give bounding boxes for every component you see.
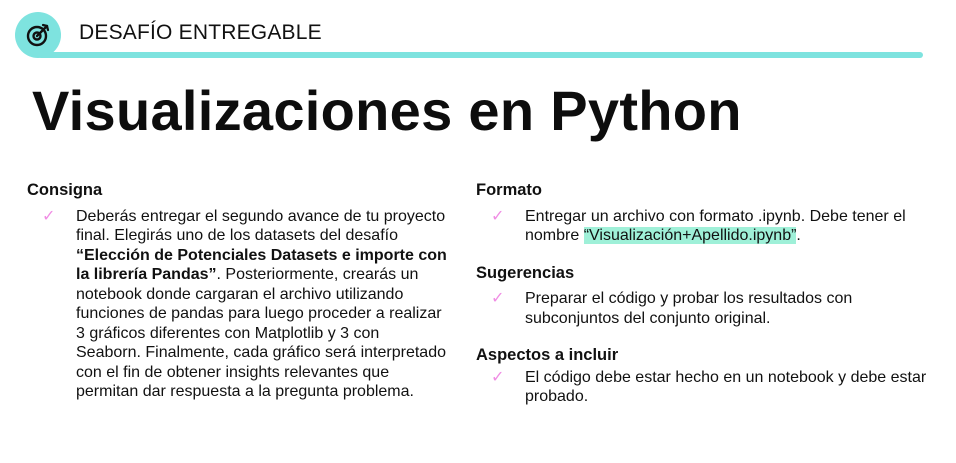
sugerencias-title: Sugerencias: [476, 263, 575, 282]
aspectos-section: [476, 346, 946, 407]
sugerencias-item: [476, 289, 946, 328]
checkmark-icon: ✓: [491, 207, 505, 225]
aspectos-text: El código debe estar hecho en un notebook y debe estar probado.: [525, 368, 927, 405]
formato-title: Formato: [476, 181, 542, 199]
formato-section: [476, 181, 946, 246]
consigna-title: Consigna: [27, 181, 103, 199]
formato-text-2: .: [796, 227, 801, 244]
sugerencias-section: [476, 264, 946, 329]
header-title: DESAFÍO ENTREGABLE: [79, 21, 322, 44]
consigna-text-2: . Posteriormente, crearás un notebook donde cargaran el archivo utilizando funciones de pandas para luego proceder a realizar 3 gráficos diferentes con Matplotlib y 3 con Seaborn. Finalmente, cada gráfico será interpretado con el fin de obtener insights relevantes que permitan dar respuesta a la pregunta problema.: [76, 266, 446, 400]
consigna-item: [27, 207, 447, 402]
consigna-text-1: Deberás entregar el segundo avance de tu proyecto final. Elegirás uno de los datasets del desafío: [76, 207, 446, 244]
aspectos-title: Aspectos a incluir: [476, 346, 619, 364]
aspectos-item: [476, 368, 946, 407]
consigna-section: [27, 181, 447, 402]
header-divider: [38, 52, 923, 58]
formato-item: [476, 207, 946, 246]
page-title: Visualizaciones en Python: [32, 79, 742, 142]
filename-highlight: “Visualización+Apellido.ipynb”: [583, 227, 797, 244]
sugerencias-text: Preparar el código y probar los resultados con subconjuntos del conjunto original.: [525, 290, 853, 327]
checkmark-icon: ✓: [491, 368, 505, 386]
checkmark-icon: ✓: [42, 207, 56, 225]
consigna-text-bold: “Elección de Potenciales Datasets e importe con la librería Pandas”: [76, 246, 447, 283]
right-column: [476, 181, 946, 407]
checkmark-icon: ✓: [491, 290, 505, 307]
target-icon-graphic: [25, 22, 51, 48]
formato-text-1: Entregar un archivo con formato .ipynb. Debe tener el nombre: [525, 207, 906, 244]
